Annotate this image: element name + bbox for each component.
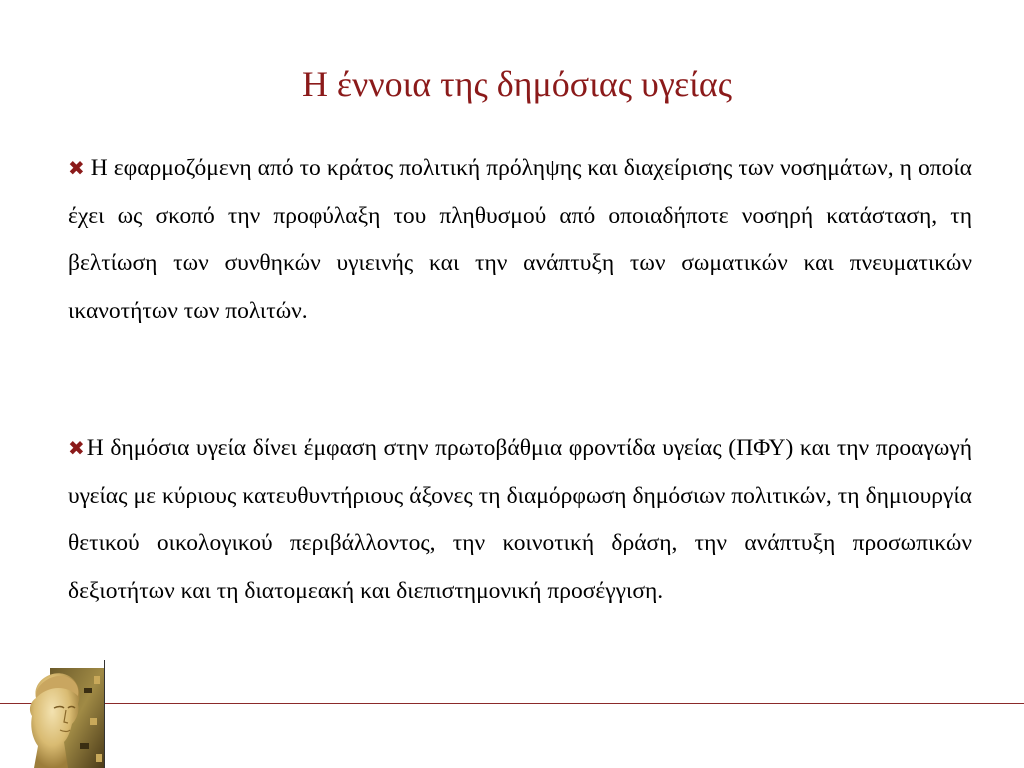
- footer-vertical-divider: [104, 660, 105, 768]
- x-mark-icon: ✖: [68, 436, 85, 460]
- paragraph-2: [68, 425, 972, 615]
- paragraph-2-text: Η δημόσια υγεία δίνει έμφαση στην πρωτοβάθμια φροντίδα υγείας (ΠΦΥ) και την προαγωγή υγείας με κύριους κατευθυντήριους άξονες τη διαμόρφωση δημόσιων πολιτικών, τη δημιουργία θετικού οικολογικού περιβάλλοντος, την κοινοτική δράση, την ανάπτυξη προσωπικών δεξιοτήτων και τη διατομεακή και διεπιστημονική προσέγγιση.: [68, 435, 972, 604]
- x-mark-icon: ✖: [68, 156, 85, 180]
- classical-head-logo: [24, 668, 104, 768]
- slide-title: Η έννοια της δημόσιας υγείας: [301, 64, 733, 104]
- paragraph-1-text: Η εφαρμοζόμενη από το κράτος πολιτική πρόληψης και διαχείρισης των νοσημάτων, η οποία έχει ως σκοπό την προφύλαξη του πληθυσμού από οποιαδήποτε νοσηρή κατάσταση, τη βελτίωση των συνθηκών υγιεινής και την ανάπτυξη των σωματικών και πνευματικών ικανοτήτων των πολιτών.: [68, 155, 972, 324]
- paragraph-1: [68, 145, 972, 335]
- footer-divider: [0, 703, 1024, 704]
